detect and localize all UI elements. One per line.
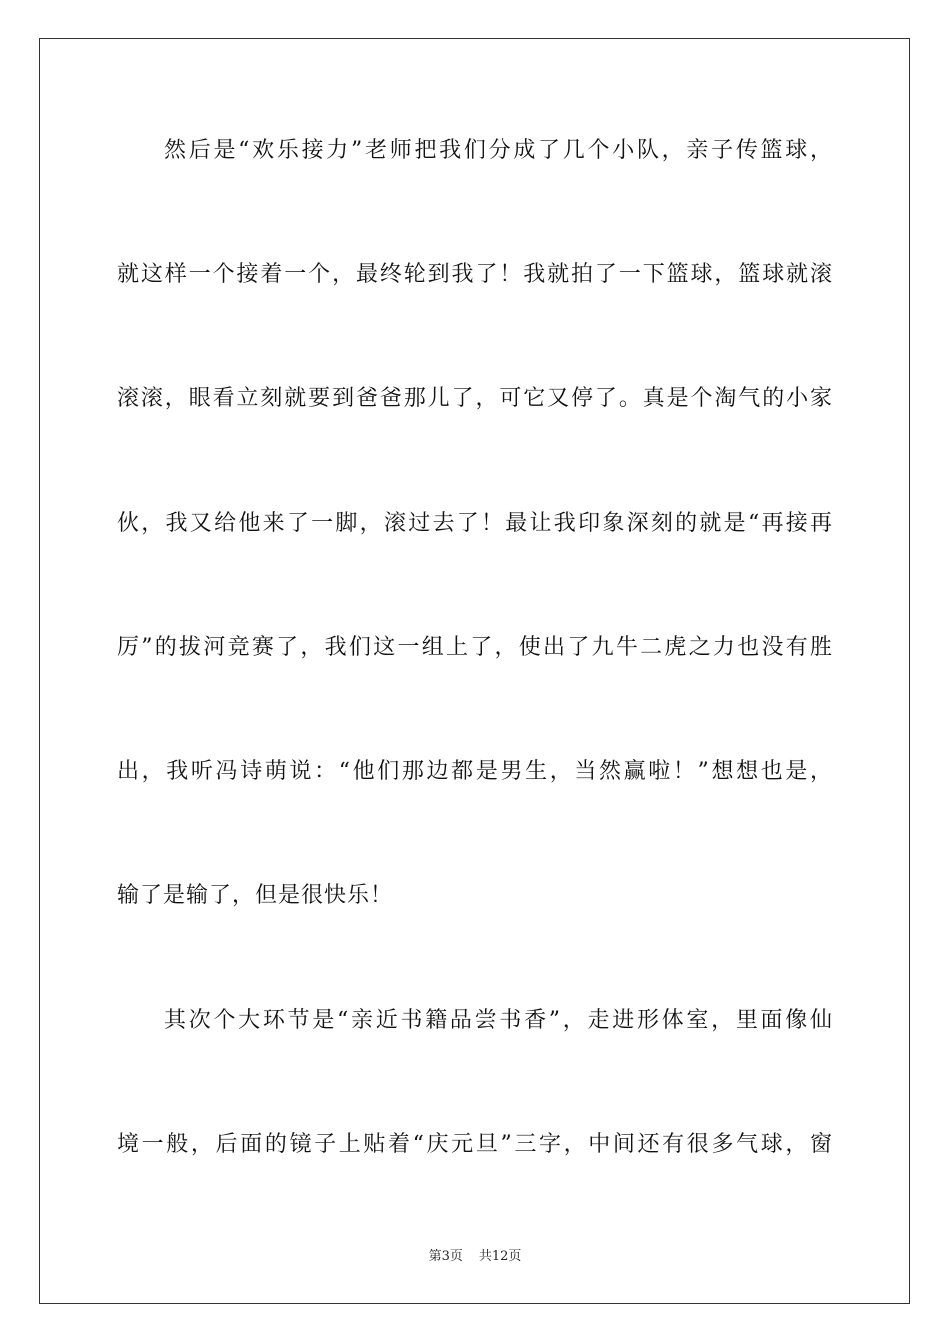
page-footer [0, 1245, 950, 1264]
paragraph-2-line-1: 其次个大环节是“亲近书籍品尝书香”，走进形体室，里面像仙 [164, 1008, 833, 1033]
paragraph-1-line-5: 厉”的拔河竞赛了，我们这一组上了，使出了九牛二虎之力也没有胜 [117, 635, 833, 660]
paragraph-1-line-3: 滚滚，眼看立刻就要到爸爸那儿了，可它又停了。真是个淘气的小家 [117, 386, 833, 411]
paragraph-1-line-6: 出，我听冯诗萌说：“他们那边都是男生，当然赢啦！”想想也是， [117, 759, 833, 784]
paragraph-2-line-2: 境一般，后面的镜子上贴着“庆元旦”三字，中间还有很多气球，窗 [117, 1132, 833, 1157]
total-pages: 共12页 [478, 1249, 522, 1264]
page-number: 第3页 [428, 1249, 463, 1264]
page-frame [39, 38, 910, 1304]
paragraph-1-line-2: 就这样一个接着一个，最终轮到我了！我就拍了一下篮球，篮球就滚 [117, 262, 833, 287]
paragraph-1-line-4: 伙，我又给他来了一脚，滚过去了！最让我印象深刻的就是“再接再 [117, 511, 833, 536]
paragraph-1-line-1: 然后是“欢乐接力”老师把我们分成了几个小队，亲子传篮球， [164, 138, 833, 163]
paragraph-1-line-7: 输了是输了，但是很快乐！ [117, 883, 394, 908]
